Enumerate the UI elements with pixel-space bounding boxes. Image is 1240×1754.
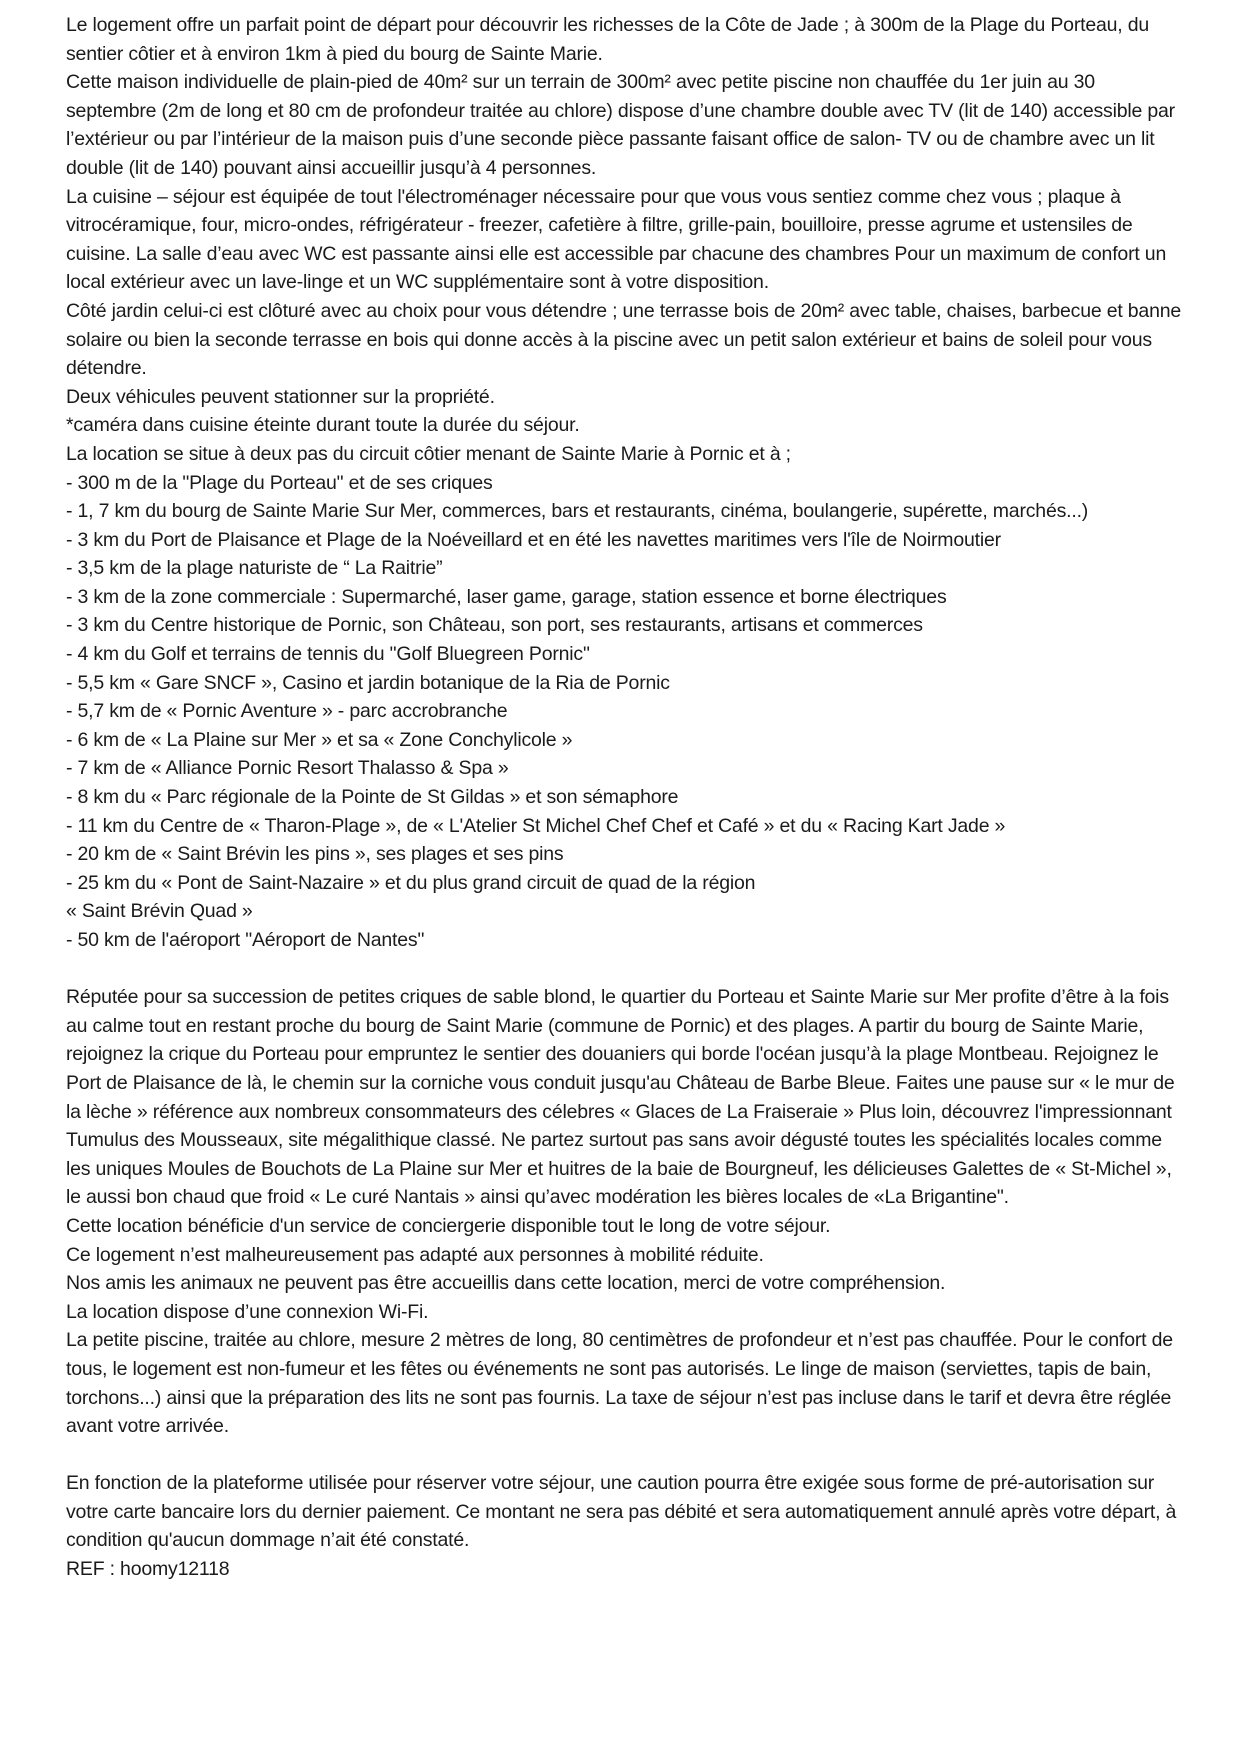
list-item: - 4 km du Golf et terrains de tennis du "Golf Bluegreen Pornic" — [66, 643, 590, 666]
paragraph: En fonction de la plateforme utilisée pour réserver votre séjour, une caution pourra être exigée sous forme de pré-autorisation sur votre carte bancaire lors du dernier paiement. Ce montant ne sera pas débité et sera automatiquement annulé après votre départ, à condition qu'aucun dommage n’ait été constaté. — [66, 1472, 1182, 1552]
paragraph: Cette maison individuelle de plain-pied de 40m² sur un terrain de 300m² avec petite piscine non chauffée du 1er juin au 30 septembre (2m de long et 80 cm de profondeur traitée au chlore) dispose d’une chambre double avec TV (lit de 140) accessible par l’extérieur ou par l’intérieur de la maison puis d’une seconde pièce passante faisant office de salon- TV ou de chambre avec un lit double (lit de 140) pouvant ainsi accueillir jusqu’à 4 personnes. — [66, 71, 1181, 179]
list-item: - 1, 7 km du bourg de Sainte Marie Sur Mer, commerces, bars et restaurants, cinéma, boulangerie, supérette, marchés...) — [66, 500, 1089, 523]
list-item: - 8 km du « Parc régionale de la Pointe de St Gildas » et son sémaphore — [66, 786, 679, 809]
list-item: - 6 km de « La Plaine sur Mer » et sa « Zone Conchylicole » — [66, 728, 573, 751]
paragraph: *caméra dans cuisine éteinte durant toute la durée du séjour. — [66, 414, 580, 437]
list-item: - 11 km du Centre de « Tharon-Plage », de « L'Atelier St Michel Chef Chef et Café » et du « Racing Kart Jade » — [66, 814, 1006, 837]
paragraph: Le logement offre un parfait point de départ pour découvrir les richesses de la Côte de Jade ; à 300m de la Plage du Porteau, du sentier côtier et à environ 1km à pied du bourg de Sainte Marie. — [66, 14, 1155, 65]
paragraph: Réputée pour sa succession de petites criques de sable blond, le quartier du Porteau et Sainte Marie sur Mer profite d’être à la fois au calme tout en restant proche du bourg de Saint Marie (commune de Pornic) et des plages. A partir du bourg de Sainte Marie, rejoignez la crique du Porteau pour empruntez le sentier des douaniers qui borde l'océan jusqu’à la plage Montbeau. Rejoignez le Port de Plaisance de là, le chemin sur la corniche vous conduit jusqu'au Château de Barbe Bleue. Faites une pause sur « le mur de la lèche » référence aux nombreux consommateurs des célebres « Glaces de La Fraiseraie » Plus loin, découvrez l'impressionnant Tumulus des Mousseaux, site mégalithique classé. Ne partez surtout pas sans avoir dégusté toutes les spécialités locales comme les uniques Moules de Bouchots de La Plaine sur Mer et huitres de la baie de Bourgneuf, les délicieuses Galettes de « St-Michel », le aussi bon chaud que froid « Le curé Nantais » ainsi qu’avec modération les bières locales de «La Brigantine". — [66, 986, 1180, 1209]
paragraph: Côté jardin celui-ci est clôturé avec au choix pour vous détendre ; une terrasse bois de 20m² avec table, chaises, barbecue et banne solaire ou bien la seconde terrasse en bois qui donne accès à la piscine avec un petit salon extérieur et bains de soleil pour vous détendre. — [66, 299, 1187, 380]
list-item: - 3 km de la zone commerciale : Supermarché, laser game, garage, station essence et borne électriques — [66, 585, 947, 608]
paragraph: La location dispose d’une connexion Wi-Fi. — [66, 1300, 429, 1323]
paragraph: La petite piscine, traitée au chlore, mesure 2 mètres de long, 80 centimètres de profondeur et n’est pas chauffée. Pour le confort de tous, le logement est non-fumeur et les fêtes ou événements ne sont pas autorisés. Le linge de maison (serviettes, tapis de bain, torchons...) ainsi que la préparation des lits ne sont pas fournis. La taxe de séjour n’est pas incluse dans le tarif et devra être réglée avant votre arrivée. — [66, 1329, 1179, 1438]
list-item: - 20 km de « Saint Brévin les pins », ses plages et ses pins — [66, 843, 564, 866]
list-item: « Saint Brévin Quad » — [66, 900, 253, 923]
list-item: - 3 km du Port de Plaisance et Plage de la Noéveillard et en été les navettes maritimes vers l'île de Noirmoutier — [66, 528, 1001, 551]
blank-line — [66, 1441, 1184, 1470]
paragraph: Deux véhicules peuvent stationner sur la propriété. — [66, 385, 495, 408]
list-item: - 5,7 km de « Pornic Aventure » - parc accrobranche — [66, 700, 508, 723]
paragraph: Ce logement n’est malheureusement pas adapté aux personnes à mobilité réduite. — [66, 1243, 764, 1266]
list-item: - 300 m de la "Plage du Porteau" et de ses criques — [66, 471, 493, 494]
list-item: - 5,5 km « Gare SNCF », Casino et jardin botanique de la Ria de Pornic — [66, 671, 670, 694]
paragraph: Nos amis les animaux ne peuvent pas être accueillis dans cette location, merci de votre compréhension. — [66, 1272, 946, 1295]
reference-number: REF : hoomy12118 — [66, 1558, 230, 1581]
blank-line — [66, 955, 1184, 984]
list-item: - 25 km du « Pont de Saint-Nazaire » et du plus grand circuit de quad de la région — [66, 871, 756, 894]
list-item: - 3,5 km de la plage naturiste de “ La Raitrie” — [66, 557, 443, 580]
list-item: - 3 km du Centre historique de Pornic, son Château, son port, ses restaurants, artisans et commerces — [66, 614, 923, 637]
list-item: - 50 km de l'aéroport "Aéroport de Nantes" — [66, 929, 425, 951]
document-body — [66, 11, 1187, 1555]
paragraph: Cette location bénéficie d'un service de conciergerie disponible tout le long de votre séjour. — [66, 1214, 831, 1237]
list-item: - 7 km de « Alliance Pornic Resort Thalasso & Spa » — [66, 757, 509, 780]
paragraph: La location se situe à deux pas du circuit côtier menant de Sainte Marie à Pornic et à ; — [66, 442, 791, 465]
paragraph: La cuisine – séjour est équipée de tout l'électroménager nécessaire pour que vous vous sentiez comme chez vous ; plaque à vitrocéramique, four, micro-ondes, réfrigérateur - freezer, cafetière à filtre, grille-pain, bouilloire, presse agrume et ustensiles de cuisine. La salle d’eau avec WC est passante ainsi elle est accessible par chacune des chambres Pour un maximum de confort un local extérieur avec un lave-linge et un WC supplémentaire sont à votre disposition. — [66, 185, 1172, 294]
